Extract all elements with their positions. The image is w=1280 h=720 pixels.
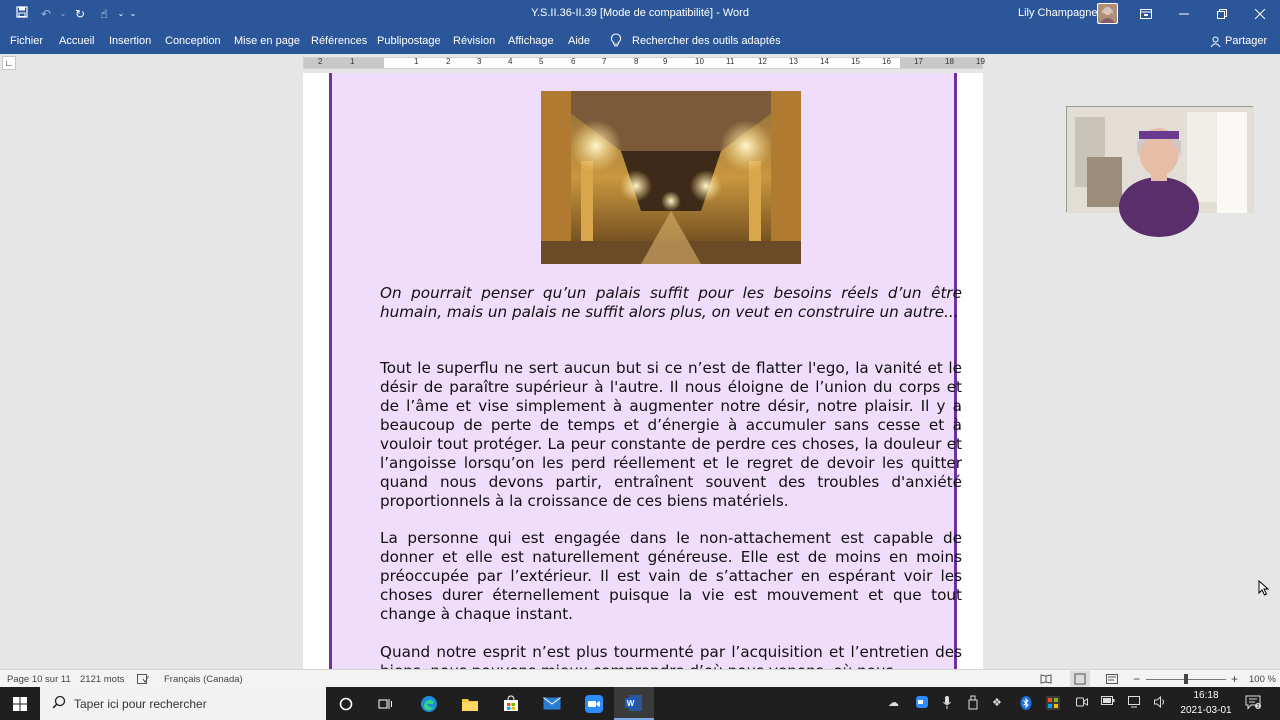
ruler-number: 1 — [350, 57, 355, 66]
windows-taskbar — [0, 687, 1280, 720]
page-border-frame — [329, 73, 962, 693]
usb-device-icon[interactable] — [968, 696, 978, 712]
volume-icon[interactable] — [1154, 696, 1168, 711]
windows-start-icon[interactable] — [0, 687, 40, 720]
status-bar — [0, 669, 1280, 687]
read-mode-icon[interactable] — [1040, 674, 1052, 687]
ruler-number: 9 — [663, 57, 668, 66]
taskbar-search-box[interactable] — [40, 687, 326, 720]
undo-icon[interactable]: ↶ — [40, 6, 52, 21]
tab-insertion[interactable]: Insertion — [109, 35, 152, 47]
customize-toolbar-icon[interactable]: ⌄ — [129, 9, 137, 18]
word-count[interactable]: 2121 mots — [80, 674, 125, 685]
web-layout-icon[interactable] — [1106, 674, 1118, 687]
clock-date[interactable]: 2021-03-01 — [1180, 705, 1232, 716]
title-bar — [0, 0, 1280, 27]
document-page[interactable] — [303, 73, 983, 693]
ruler-number: 19 — [976, 57, 985, 66]
zoom-tray-icon[interactable] — [916, 696, 928, 711]
app-tray-icon[interactable] — [1046, 696, 1060, 713]
ruler-number: 17 — [914, 57, 923, 66]
ruler-number: 18 — [945, 57, 954, 66]
share-button[interactable] — [1210, 35, 1267, 47]
tab-affichage[interactable]: Affichage — [508, 35, 554, 47]
ruler-number: 12 — [758, 57, 767, 66]
word-taskbar-icon[interactable] — [614, 687, 654, 720]
battery-icon[interactable] — [1101, 696, 1115, 708]
person-icon — [1210, 36, 1221, 47]
touch-mode-icon[interactable]: ☝ — [100, 6, 108, 21]
ruler-number: 1 — [414, 57, 419, 66]
paragraph-esprit[interactable]: Quand notre esprit n’est plus tourmenté par l’acquisition et l’entretien des — [380, 643, 962, 661]
paragraph-non-attachement[interactable]: La personne qui est engagée dans le non-attachement est capable de donner et elle est naturellement généreuse. Elle est de moins en moins préoccupée par l’extérieur. Il est vain de s’attacher en espérant voir les choses durer éternellement puisque la vie est mouvement et que tout change à chaque instant. — [380, 529, 962, 623]
webcam-video — [1066, 106, 1253, 212]
ruler-number: 6 — [571, 57, 576, 66]
italic-paragraph[interactable]: On pourrait penser qu’un palais suffit pour les besoins réels d’un être humain, mais un palais ne suffit alors plus, on veut en construire un autre... — [380, 284, 962, 321]
page-count[interactable]: Page 10 sur 11 — [7, 674, 71, 685]
paragraph-superflu[interactable]: Tout le superflu ne sert aucun but si ce n’est de flatter l'ego, la vanité et le désir de paraître supérieur à l'autre. Il nous éloigne de l’union du corps et de l’âme et vise simplement à augmenter notre désir, notre plaisir. Il y a beaucoup de perte de temps et d’énergie à accumuler sans cesse et à vouloir tout protéger. La peur constante de perdre ces choses, la douleur et l’angoisse lorsqu’on les perd réellement et le regret de devoir les quitter quand nous devons partir, entraînent souvent des troubles d'anxiété proportionnels à la croissance de ces biens matériels. — [380, 359, 962, 510]
search-placeholder: Taper ici pour rechercher — [74, 696, 207, 711]
ruler-number: 15 — [851, 57, 860, 66]
search-icon — [52, 695, 66, 712]
svg-text:W: W — [626, 698, 635, 708]
task-view-icon[interactable] — [366, 687, 406, 720]
cortana-icon[interactable] — [326, 687, 366, 720]
user-name[interactable]: Lily Champagne — [1018, 7, 1098, 19]
tell-me-search[interactable]: Rechercher des outils adaptés — [632, 35, 781, 47]
zoom-level[interactable]: 100 % — [1249, 674, 1276, 685]
onedrive-icon[interactable]: ☁ — [888, 697, 899, 709]
ruler-number: 7 — [602, 57, 607, 66]
zoom-out-icon[interactable]: − — [1133, 672, 1141, 686]
zoom-slider-thumb[interactable] — [1184, 674, 1188, 684]
ruler-number: 11 — [726, 57, 735, 66]
tab-references[interactable]: Références — [311, 35, 368, 47]
clock-time[interactable]: 16:18 — [1193, 690, 1219, 701]
tab-conception[interactable]: Conception — [165, 35, 221, 47]
lightbulb-icon[interactable] — [610, 33, 622, 47]
mail-icon[interactable] — [532, 687, 572, 720]
tab-mise-en-page[interactable]: Mise en page — [234, 35, 301, 47]
ruler-number: 5 — [539, 57, 544, 66]
ruler-number: 2 — [446, 57, 451, 66]
print-layout-button[interactable] — [1070, 671, 1090, 687]
window-title: Y.S.II.36-II.39 [Mode de compatibilité] - Word — [531, 7, 749, 19]
share-label: Partager — [1225, 35, 1268, 47]
redo-icon[interactable]: ↻ — [74, 6, 86, 21]
restore-button[interactable] — [1203, 0, 1241, 27]
zoom-in-icon[interactable]: + — [1231, 672, 1239, 686]
microphone-icon[interactable] — [943, 696, 951, 712]
ruler-numbers — [304, 57, 984, 69]
touch-dropdown-icon[interactable]: ⌄ — [117, 9, 125, 18]
ruler-number: 13 — [789, 57, 798, 66]
language-indicator[interactable]: Français (Canada) — [164, 674, 243, 685]
ruler-number: 14 — [820, 57, 829, 66]
ruler-number: 10 — [695, 57, 704, 66]
tab-fichier[interactable]: Fichier — [10, 35, 44, 47]
ruler-number: 3 — [477, 57, 482, 66]
tab-stop-selector[interactable]: ∟ — [2, 56, 16, 70]
store-icon[interactable] — [491, 687, 531, 720]
file-explorer-icon[interactable] — [450, 687, 490, 720]
notifications-icon[interactable] — [1245, 695, 1261, 713]
zoom-app-icon[interactable] — [574, 687, 614, 720]
proofing-icon[interactable] — [137, 674, 149, 687]
avatar[interactable] — [1097, 3, 1118, 24]
horizontal-ruler[interactable] — [303, 57, 983, 69]
close-button[interactable] — [1241, 0, 1279, 27]
ruler-number: 4 — [508, 57, 513, 66]
dropbox-icon[interactable]: ❖ — [992, 697, 1002, 709]
meet-now-icon[interactable] — [1076, 696, 1088, 711]
undo-dropdown-icon[interactable]: ⌄ — [59, 9, 67, 18]
palace-image[interactable] — [541, 91, 801, 264]
ruler-number: 2 — [318, 57, 323, 66]
edge-icon[interactable] — [409, 687, 449, 720]
bluetooth-icon[interactable] — [1020, 696, 1032, 713]
minimize-button[interactable] — [1165, 0, 1203, 27]
mouse-cursor-icon — [1258, 580, 1270, 596]
svg-text:2: 2 — [1256, 704, 1260, 710]
ribbon-tabs — [0, 27, 1280, 54]
ribbon-display-options-icon[interactable] — [1127, 0, 1165, 27]
tab-revision[interactable]: Révision — [453, 35, 496, 47]
tab-aide[interactable]: Aide — [568, 35, 591, 47]
ruler-number: 16 — [882, 57, 891, 66]
tab-publipostage[interactable]: Publipostage — [377, 35, 441, 47]
tab-accueil[interactable]: Accueil — [59, 35, 95, 47]
ruler-number: 8 — [634, 57, 639, 66]
network-icon[interactable] — [1128, 696, 1142, 711]
